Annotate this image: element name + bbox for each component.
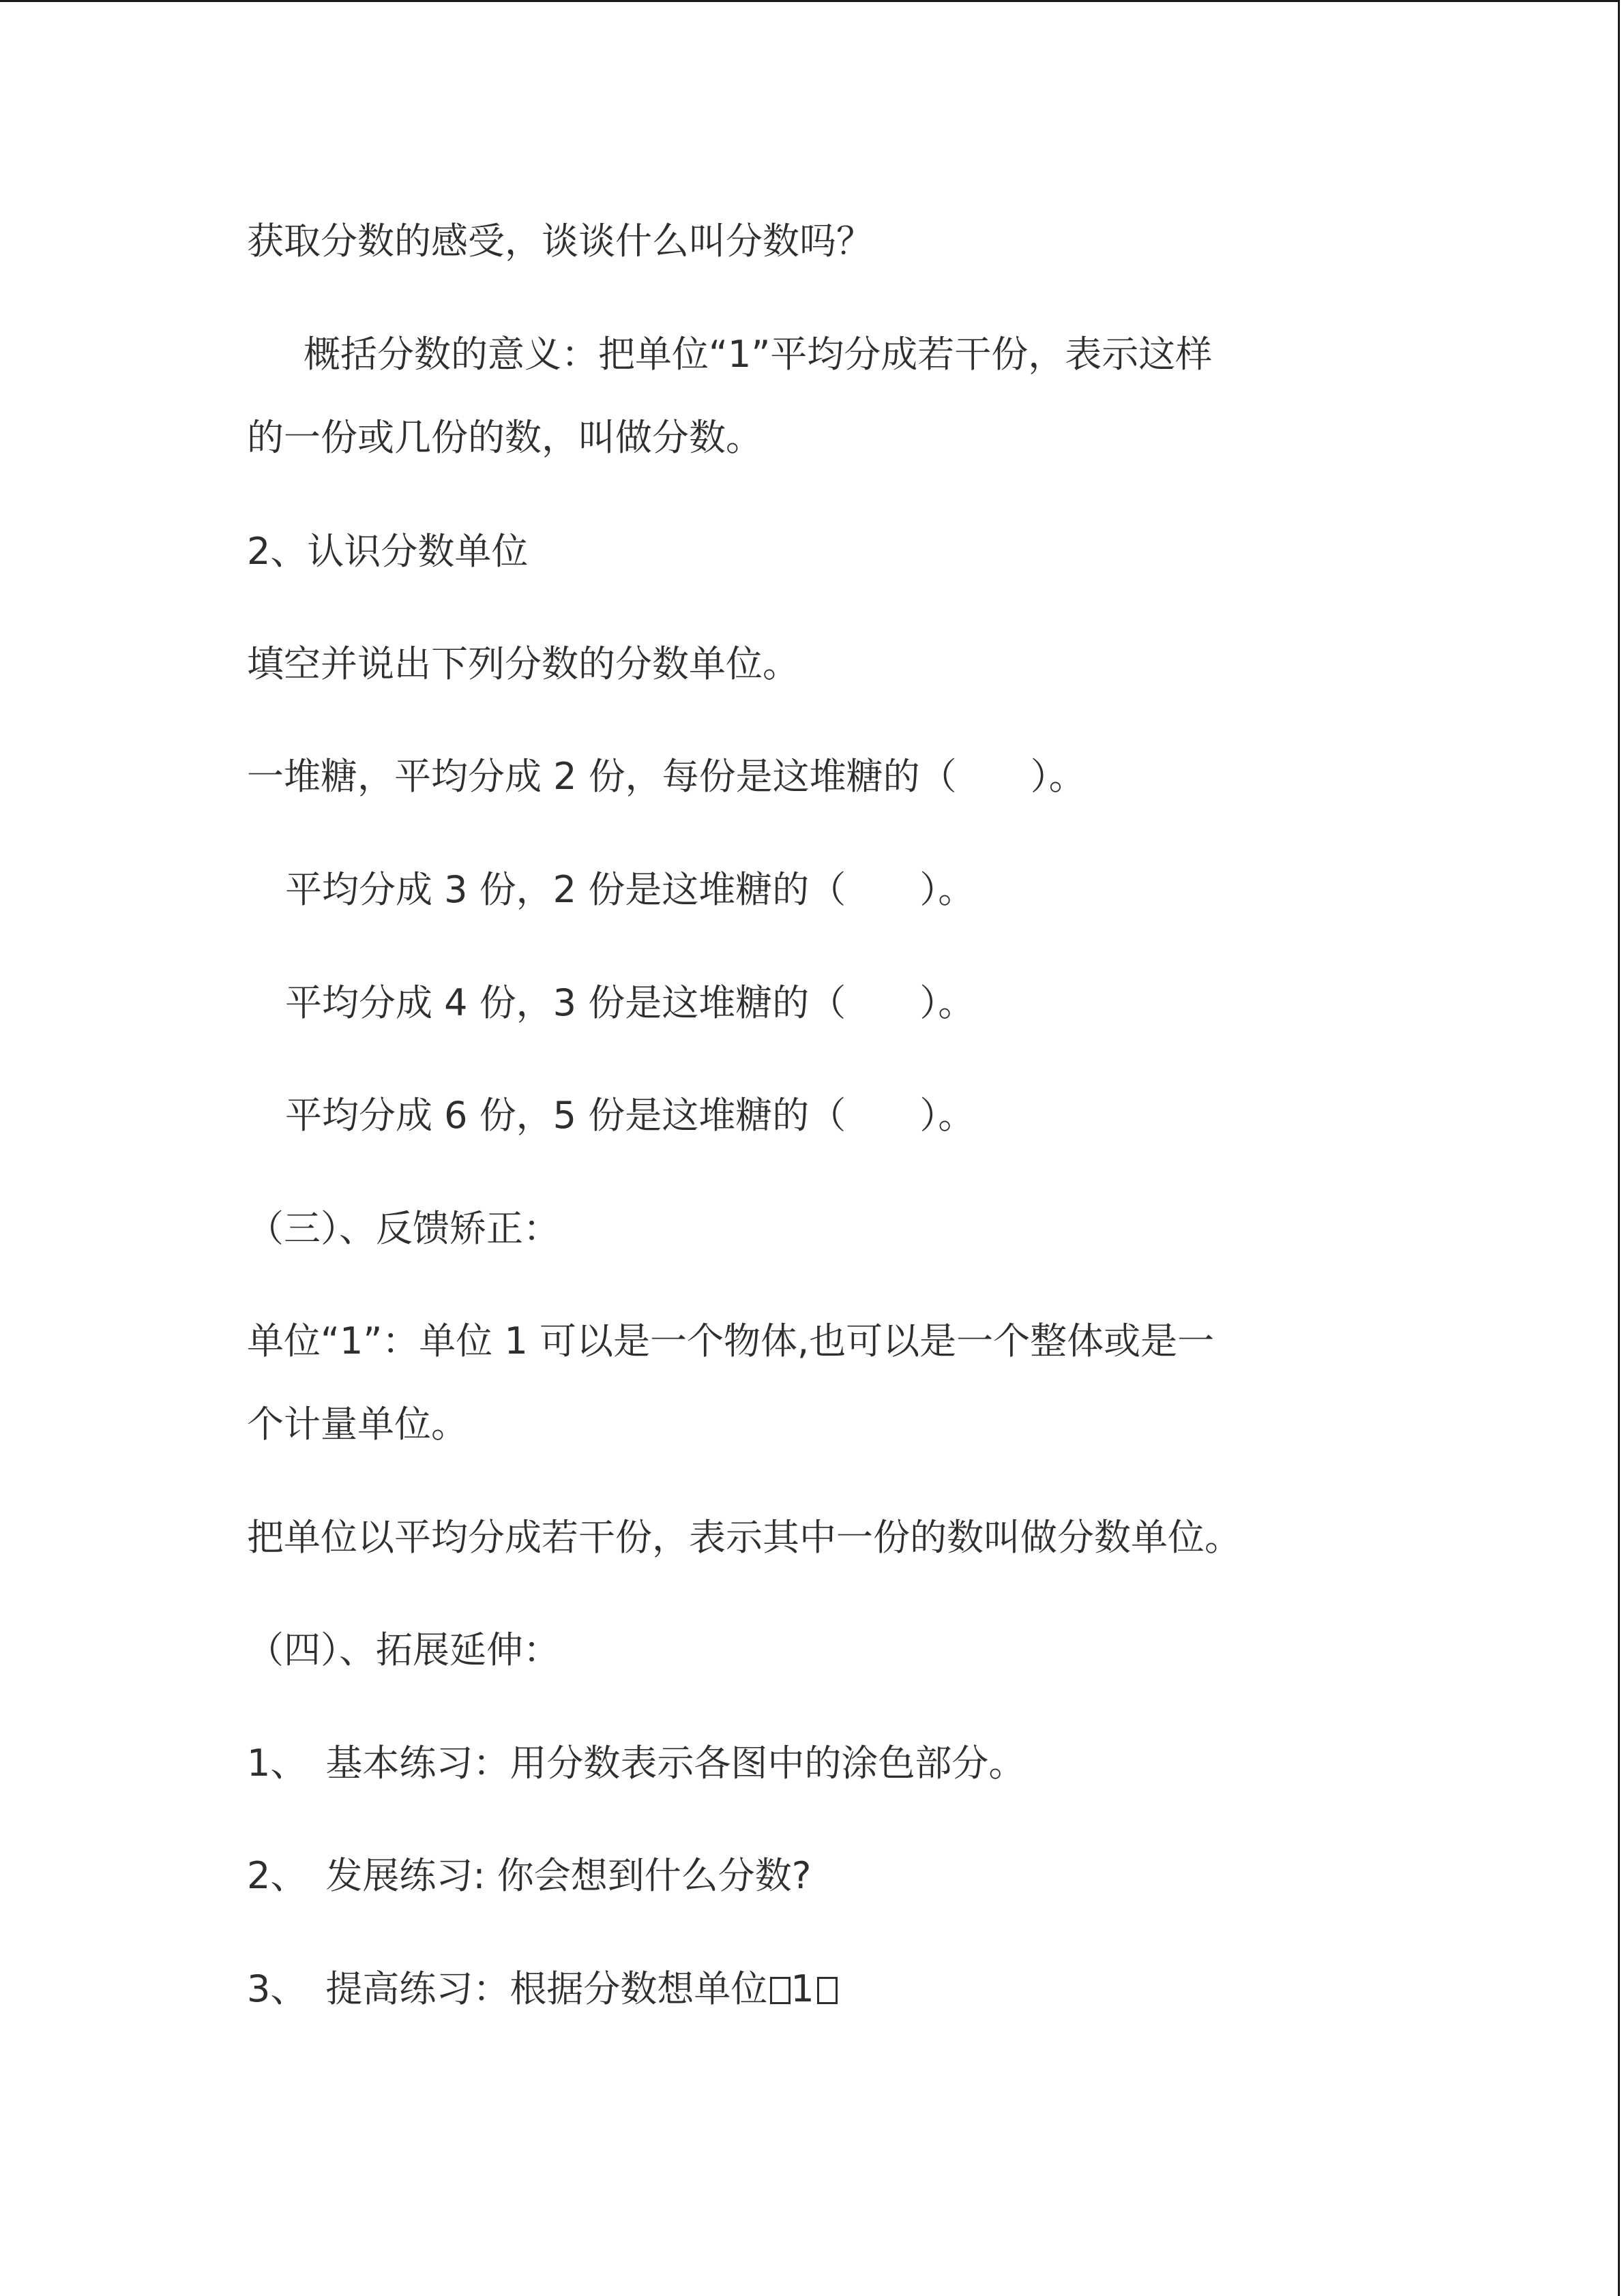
paragraph-fraction-unit-definition: 把单位以平均分成若干份，表示其中一份的数叫做分数单位。 bbox=[247, 1516, 1241, 1559]
exercise-line-1: 一堆糖，平均分成 2 份，每份是这堆糖的（ ）。 bbox=[247, 755, 1086, 798]
paragraph-unit-one-line2: 个计量单位。 bbox=[247, 1403, 468, 1446]
practice-basic: 1、 基本练习：用分数表示各图中的涂色部分。 bbox=[247, 1742, 1026, 1785]
exercise-line-2: 平均分成 3 份，2 份是这堆糖的（ ）。 bbox=[285, 868, 975, 911]
paragraph-intro-question: 获取分数的感受，谈谈什么叫分数吗？ bbox=[247, 220, 873, 263]
paragraph-definition-line2: 的一份或几份的数，叫做分数。 bbox=[247, 416, 763, 459]
practice-advanced bbox=[247, 1965, 838, 2014]
heading-feedback: （三）、反馈矫正： bbox=[247, 1207, 560, 1250]
exercise-line-3: 平均分成 4 份，3 份是这堆糖的（ ）。 bbox=[285, 981, 975, 1024]
trailing-mark: 1 bbox=[791, 1967, 814, 2010]
paragraph-definition-line1: 概括分数的意义：把单位“1”平均分成若干份，表示这样 bbox=[304, 333, 1213, 376]
paragraph-unit-one-line1: 单位“1”：单位 1 可以是一个物体,也可以是一个整体或是一 bbox=[247, 1320, 1215, 1362]
practice-development: 2、 发展练习: 你会想到什么分数? bbox=[247, 1854, 812, 1897]
practice-advanced-text: 3、 提高练习：根据分数想单位 bbox=[247, 1967, 768, 2010]
paragraph-fill-instruction: 填空并说出下列分数的分数单位。 bbox=[247, 642, 799, 685]
missing-glyph-box-icon bbox=[817, 1977, 838, 2004]
heading-fraction-unit: 2、认识分数单位 bbox=[247, 530, 529, 573]
heading-extension: （四）、拓展延伸： bbox=[247, 1628, 560, 1671]
exercise-line-4: 平均分成 6 份，5 份是这堆糖的（ ）。 bbox=[285, 1094, 975, 1137]
missing-glyph-box-icon bbox=[770, 1977, 791, 2004]
